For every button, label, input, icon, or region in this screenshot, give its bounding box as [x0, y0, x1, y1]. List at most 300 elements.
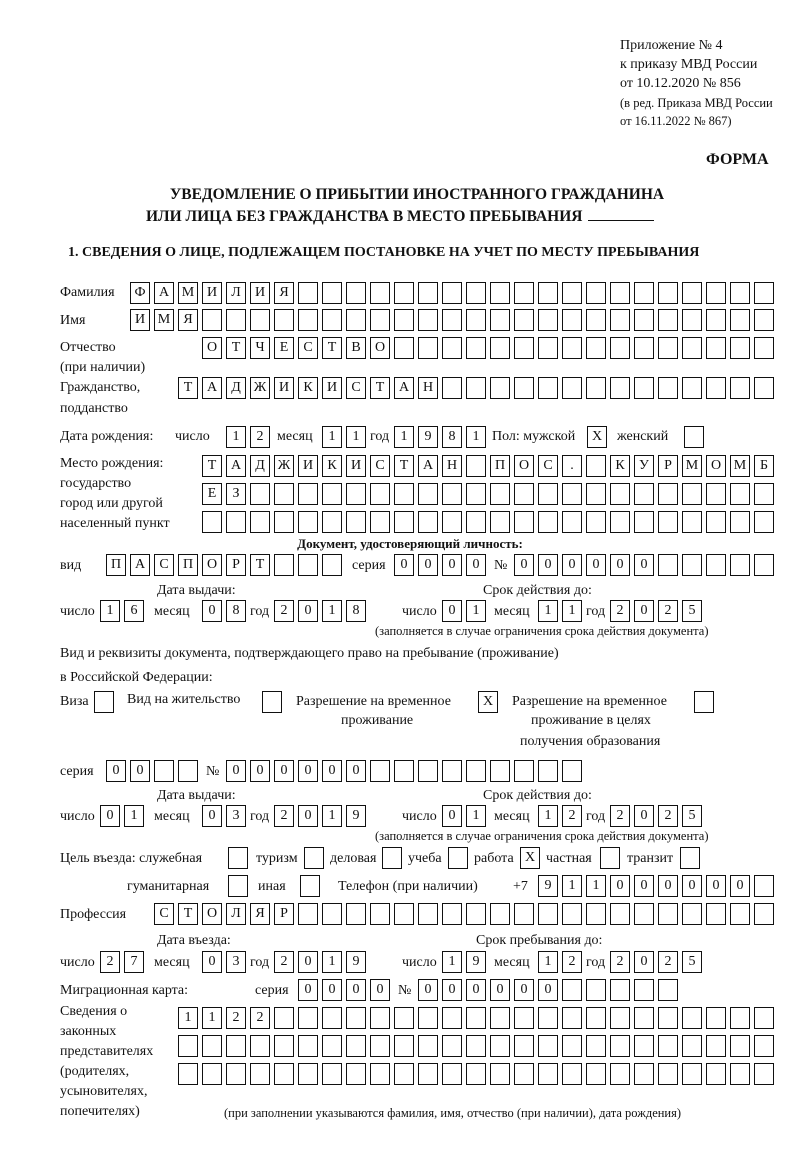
entry-month-field[interactable] [202, 951, 246, 973]
char-cell[interactable]: 0 [418, 554, 438, 576]
char-cell[interactable] [634, 309, 654, 331]
char-cell[interactable] [418, 337, 438, 359]
char-cell[interactable] [466, 760, 486, 782]
char-cell[interactable] [706, 309, 726, 331]
char-cell[interactable] [178, 1035, 198, 1057]
char-cell[interactable] [754, 1035, 774, 1057]
char-cell[interactable] [706, 1007, 726, 1029]
char-cell[interactable]: 0 [514, 554, 534, 576]
char-cell[interactable]: . [562, 455, 582, 477]
char-cell[interactable]: 0 [466, 554, 486, 576]
char-cell[interactable] [538, 483, 558, 505]
char-cell[interactable] [394, 1007, 414, 1029]
char-cell[interactable] [370, 282, 390, 304]
char-cell[interactable] [562, 903, 582, 925]
char-cell[interactable] [514, 1007, 534, 1029]
char-cell[interactable]: Т [370, 377, 390, 399]
char-cell[interactable]: К [322, 455, 342, 477]
char-cell[interactable]: 0 [298, 600, 318, 622]
char-cell[interactable]: 0 [106, 760, 126, 782]
char-cell[interactable] [610, 337, 630, 359]
char-cell[interactable]: 3 [226, 951, 246, 973]
char-cell[interactable]: 5 [682, 600, 702, 622]
char-cell[interactable]: 1 [394, 426, 414, 448]
char-cell[interactable]: 0 [202, 805, 222, 827]
char-cell[interactable] [202, 1063, 222, 1085]
char-cell[interactable]: О [202, 554, 222, 576]
char-cell[interactable]: И [130, 309, 150, 331]
char-cell[interactable] [538, 377, 558, 399]
char-cell[interactable] [514, 760, 534, 782]
char-cell[interactable]: Я [178, 309, 198, 331]
char-cell[interactable] [322, 1007, 342, 1029]
char-cell[interactable]: 0 [634, 600, 654, 622]
char-cell[interactable]: Д [226, 377, 246, 399]
birth-day-field[interactable] [226, 426, 270, 448]
char-cell[interactable] [298, 903, 318, 925]
char-cell[interactable]: Ж [250, 377, 270, 399]
char-cell[interactable] [418, 903, 438, 925]
id-valid-day-field[interactable] [442, 600, 486, 622]
char-cell[interactable]: И [298, 455, 318, 477]
char-cell[interactable] [754, 1063, 774, 1085]
char-cell[interactable] [346, 483, 366, 505]
char-cell[interactable]: А [202, 377, 222, 399]
char-cell[interactable] [754, 282, 774, 304]
patronymic-field[interactable] [202, 337, 774, 359]
char-cell[interactable]: И [346, 455, 366, 477]
char-cell[interactable] [586, 337, 606, 359]
reps-field-3[interactable] [178, 1063, 774, 1085]
char-cell[interactable]: 0 [706, 875, 726, 897]
char-cell[interactable] [250, 1035, 270, 1057]
char-cell[interactable] [586, 455, 606, 477]
visa-checkbox[interactable] [94, 691, 114, 713]
char-cell[interactable] [634, 337, 654, 359]
char-cell[interactable] [658, 309, 678, 331]
residence-checkbox[interactable] [262, 691, 282, 713]
char-cell[interactable] [538, 1035, 558, 1057]
char-cell[interactable]: 9 [346, 951, 366, 973]
char-cell[interactable] [730, 511, 750, 533]
char-cell[interactable] [490, 511, 510, 533]
char-cell[interactable]: 1 [442, 951, 462, 973]
char-cell[interactable]: И [322, 377, 342, 399]
char-cell[interactable] [610, 377, 630, 399]
reps-field-2[interactable] [178, 1035, 774, 1057]
char-cell[interactable]: 1 [322, 805, 342, 827]
char-cell[interactable] [682, 377, 702, 399]
char-cell[interactable] [634, 511, 654, 533]
char-cell[interactable]: 0 [346, 760, 366, 782]
char-cell[interactable] [706, 554, 726, 576]
char-cell[interactable] [442, 282, 462, 304]
char-cell[interactable]: 0 [682, 875, 702, 897]
char-cell[interactable] [586, 309, 606, 331]
char-cell[interactable] [684, 426, 704, 448]
char-cell[interactable]: 2 [610, 951, 630, 973]
char-cell[interactable] [346, 1063, 366, 1085]
char-cell[interactable] [274, 309, 294, 331]
char-cell[interactable] [94, 691, 114, 713]
char-cell[interactable]: 9 [538, 875, 558, 897]
stay-valid-day-field[interactable] [442, 805, 486, 827]
char-cell[interactable] [322, 309, 342, 331]
char-cell[interactable]: 0 [370, 979, 390, 1001]
char-cell[interactable] [586, 377, 606, 399]
char-cell[interactable] [322, 1063, 342, 1085]
char-cell[interactable]: 1 [466, 805, 486, 827]
char-cell[interactable] [682, 483, 702, 505]
char-cell[interactable] [228, 847, 248, 869]
char-cell[interactable]: 1 [124, 805, 144, 827]
char-cell[interactable] [370, 483, 390, 505]
reps-field-1[interactable] [178, 1007, 774, 1029]
char-cell[interactable] [538, 282, 558, 304]
char-cell[interactable]: 1 [322, 951, 342, 973]
char-cell[interactable] [562, 1007, 582, 1029]
char-cell[interactable]: Л [226, 903, 246, 925]
char-cell[interactable] [394, 282, 414, 304]
char-cell[interactable] [322, 1035, 342, 1057]
char-cell[interactable] [538, 903, 558, 925]
char-cell[interactable] [538, 337, 558, 359]
sex-male-checkbox[interactable] [587, 426, 607, 448]
char-cell[interactable] [682, 903, 702, 925]
char-cell[interactable]: Т [394, 455, 414, 477]
char-cell[interactable]: Т [178, 377, 198, 399]
char-cell[interactable] [730, 903, 750, 925]
char-cell[interactable]: П [490, 455, 510, 477]
char-cell[interactable] [274, 1035, 294, 1057]
char-cell[interactable] [226, 1063, 246, 1085]
char-cell[interactable] [730, 377, 750, 399]
char-cell[interactable] [394, 511, 414, 533]
char-cell[interactable]: 1 [226, 426, 246, 448]
char-cell[interactable]: 1 [466, 426, 486, 448]
char-cell[interactable]: Т [250, 554, 270, 576]
char-cell[interactable] [298, 282, 318, 304]
char-cell[interactable]: Н [442, 455, 462, 477]
char-cell[interactable]: 2 [274, 600, 294, 622]
char-cell[interactable] [706, 377, 726, 399]
char-cell[interactable] [610, 1035, 630, 1057]
char-cell[interactable] [682, 554, 702, 576]
char-cell[interactable] [514, 309, 534, 331]
char-cell[interactable] [154, 760, 174, 782]
char-cell[interactable]: 0 [394, 554, 414, 576]
char-cell[interactable] [754, 309, 774, 331]
char-cell[interactable] [682, 282, 702, 304]
char-cell[interactable] [466, 1063, 486, 1085]
char-cell[interactable] [298, 511, 318, 533]
char-cell[interactable] [370, 511, 390, 533]
stay-series-field[interactable] [106, 760, 198, 782]
char-cell[interactable] [634, 903, 654, 925]
char-cell[interactable]: Т [202, 455, 222, 477]
char-cell[interactable]: 5 [682, 805, 702, 827]
char-cell[interactable] [586, 1007, 606, 1029]
char-cell[interactable]: 0 [250, 760, 270, 782]
char-cell[interactable]: 1 [538, 600, 558, 622]
char-cell[interactable] [658, 1007, 678, 1029]
char-cell[interactable]: 1 [346, 426, 366, 448]
char-cell[interactable] [394, 903, 414, 925]
char-cell[interactable]: И [274, 377, 294, 399]
char-cell[interactable] [298, 554, 318, 576]
char-cell[interactable] [658, 282, 678, 304]
char-cell[interactable] [262, 691, 282, 713]
char-cell[interactable] [394, 760, 414, 782]
char-cell[interactable] [610, 979, 630, 1001]
char-cell[interactable]: 0 [586, 554, 606, 576]
char-cell[interactable] [202, 1035, 222, 1057]
char-cell[interactable] [394, 309, 414, 331]
char-cell[interactable]: К [298, 377, 318, 399]
char-cell[interactable] [370, 1063, 390, 1085]
char-cell[interactable] [490, 1035, 510, 1057]
char-cell[interactable]: Е [274, 337, 294, 359]
birth-year-field[interactable] [394, 426, 486, 448]
char-cell[interactable]: Т [226, 337, 246, 359]
char-cell[interactable] [298, 1035, 318, 1057]
char-cell[interactable]: Т [322, 337, 342, 359]
purpose-private-checkbox[interactable] [600, 847, 620, 869]
char-cell[interactable]: 0 [658, 875, 678, 897]
stay-issue-month-field[interactable] [202, 805, 246, 827]
char-cell[interactable] [680, 847, 700, 869]
char-cell[interactable] [322, 903, 342, 925]
surname-field[interactable] [130, 282, 774, 304]
char-cell[interactable] [304, 847, 324, 869]
char-cell[interactable]: 2 [610, 805, 630, 827]
char-cell[interactable]: 0 [634, 805, 654, 827]
char-cell[interactable] [706, 903, 726, 925]
char-cell[interactable] [754, 337, 774, 359]
char-cell[interactable]: 0 [538, 554, 558, 576]
birthplace-field-2[interactable] [202, 483, 774, 505]
char-cell[interactable] [442, 511, 462, 533]
char-cell[interactable] [706, 483, 726, 505]
char-cell[interactable] [658, 1035, 678, 1057]
char-cell[interactable] [730, 1007, 750, 1029]
char-cell[interactable] [442, 1035, 462, 1057]
char-cell[interactable] [538, 1063, 558, 1085]
purpose-service-checkbox[interactable] [228, 847, 248, 869]
char-cell[interactable] [658, 337, 678, 359]
char-cell[interactable] [634, 979, 654, 1001]
char-cell[interactable] [634, 1063, 654, 1085]
char-cell[interactable] [418, 1007, 438, 1029]
char-cell[interactable] [274, 554, 294, 576]
id-valid-month-field[interactable] [538, 600, 582, 622]
char-cell[interactable]: М [730, 455, 750, 477]
char-cell[interactable]: 0 [202, 600, 222, 622]
char-cell[interactable] [394, 337, 414, 359]
char-cell[interactable] [538, 511, 558, 533]
char-cell[interactable] [250, 511, 270, 533]
char-cell[interactable] [562, 979, 582, 1001]
stay-valid-year-field[interactable] [610, 805, 702, 827]
char-cell[interactable]: X [478, 691, 498, 713]
char-cell[interactable] [490, 903, 510, 925]
char-cell[interactable] [466, 337, 486, 359]
char-cell[interactable] [346, 309, 366, 331]
char-cell[interactable] [538, 760, 558, 782]
char-cell[interactable] [634, 1035, 654, 1057]
char-cell[interactable]: 0 [610, 554, 630, 576]
char-cell[interactable] [346, 511, 366, 533]
char-cell[interactable]: 0 [634, 554, 654, 576]
char-cell[interactable] [250, 483, 270, 505]
purpose-other-checkbox[interactable] [300, 875, 320, 897]
char-cell[interactable] [562, 309, 582, 331]
mc-series-field[interactable] [298, 979, 390, 1001]
char-cell[interactable] [694, 691, 714, 713]
id-issue-year-field[interactable] [274, 600, 366, 622]
char-cell[interactable] [634, 282, 654, 304]
char-cell[interactable] [562, 483, 582, 505]
char-cell[interactable]: Я [250, 903, 270, 925]
char-cell[interactable]: 0 [442, 805, 462, 827]
char-cell[interactable] [754, 511, 774, 533]
purpose-business-checkbox[interactable] [382, 847, 402, 869]
char-cell[interactable]: С [538, 455, 558, 477]
char-cell[interactable] [706, 511, 726, 533]
char-cell[interactable] [490, 483, 510, 505]
char-cell[interactable] [682, 511, 702, 533]
char-cell[interactable]: С [370, 455, 390, 477]
char-cell[interactable] [586, 1035, 606, 1057]
char-cell[interactable] [610, 309, 630, 331]
char-cell[interactable]: 0 [274, 760, 294, 782]
char-cell[interactable] [466, 309, 486, 331]
char-cell[interactable] [418, 282, 438, 304]
birthplace-field-3[interactable] [202, 511, 774, 533]
char-cell[interactable]: О [706, 455, 726, 477]
char-cell[interactable] [442, 377, 462, 399]
char-cell[interactable] [226, 309, 246, 331]
stay-month-field[interactable] [538, 951, 582, 973]
char-cell[interactable]: А [418, 455, 438, 477]
char-cell[interactable] [514, 377, 534, 399]
char-cell[interactable]: 2 [250, 1007, 270, 1029]
char-cell[interactable] [346, 903, 366, 925]
char-cell[interactable] [562, 282, 582, 304]
char-cell[interactable] [370, 1035, 390, 1057]
char-cell[interactable]: 2 [250, 426, 270, 448]
char-cell[interactable]: 2 [562, 805, 582, 827]
char-cell[interactable] [178, 1063, 198, 1085]
char-cell[interactable]: 1 [586, 875, 606, 897]
char-cell[interactable]: 2 [562, 951, 582, 973]
purpose-work-checkbox[interactable] [520, 847, 540, 869]
char-cell[interactable]: А [154, 282, 174, 304]
char-cell[interactable]: О [370, 337, 390, 359]
char-cell[interactable] [322, 554, 342, 576]
char-cell[interactable]: Т [178, 903, 198, 925]
char-cell[interactable]: 0 [466, 979, 486, 1001]
char-cell[interactable]: 1 [178, 1007, 198, 1029]
phone-field[interactable] [538, 875, 774, 897]
char-cell[interactable]: 9 [466, 951, 486, 973]
char-cell[interactable] [466, 903, 486, 925]
char-cell[interactable] [466, 1035, 486, 1057]
char-cell[interactable] [562, 511, 582, 533]
char-cell[interactable] [706, 337, 726, 359]
stay-day-field[interactable] [442, 951, 486, 973]
char-cell[interactable] [562, 1035, 582, 1057]
id-number-field[interactable] [514, 554, 774, 576]
char-cell[interactable] [754, 1007, 774, 1029]
char-cell[interactable]: 0 [130, 760, 150, 782]
id-valid-year-field[interactable] [610, 600, 702, 622]
char-cell[interactable]: 0 [322, 760, 342, 782]
char-cell[interactable] [706, 1063, 726, 1085]
char-cell[interactable]: М [178, 282, 198, 304]
char-cell[interactable] [658, 1063, 678, 1085]
char-cell[interactable] [514, 903, 534, 925]
char-cell[interactable]: 6 [124, 600, 144, 622]
char-cell[interactable]: П [106, 554, 126, 576]
char-cell[interactable] [706, 1035, 726, 1057]
char-cell[interactable] [274, 1063, 294, 1085]
entry-day-field[interactable] [100, 951, 144, 973]
char-cell[interactable]: 0 [298, 979, 318, 1001]
char-cell[interactable]: У [634, 455, 654, 477]
char-cell[interactable] [586, 1063, 606, 1085]
char-cell[interactable] [658, 511, 678, 533]
char-cell[interactable] [466, 282, 486, 304]
trp-edu-checkbox[interactable] [694, 691, 714, 713]
birth-month-field[interactable] [322, 426, 366, 448]
char-cell[interactable]: И [250, 282, 270, 304]
char-cell[interactable]: Р [658, 455, 678, 477]
char-cell[interactable] [442, 337, 462, 359]
char-cell[interactable] [658, 554, 678, 576]
char-cell[interactable] [448, 847, 468, 869]
char-cell[interactable] [706, 282, 726, 304]
birthplace-field-1[interactable] [202, 455, 774, 477]
char-cell[interactable] [418, 760, 438, 782]
char-cell[interactable] [682, 1035, 702, 1057]
char-cell[interactable] [370, 760, 390, 782]
char-cell[interactable]: 0 [100, 805, 120, 827]
char-cell[interactable]: 0 [490, 979, 510, 1001]
char-cell[interactable] [442, 903, 462, 925]
char-cell[interactable]: Ф [130, 282, 150, 304]
purpose-study-checkbox[interactable] [448, 847, 468, 869]
mc-number-field[interactable] [418, 979, 678, 1001]
char-cell[interactable]: 1 [100, 600, 120, 622]
char-cell[interactable]: А [226, 455, 246, 477]
char-cell[interactable] [754, 875, 774, 897]
char-cell[interactable] [274, 1007, 294, 1029]
char-cell[interactable] [394, 1063, 414, 1085]
char-cell[interactable]: 2 [100, 951, 120, 973]
purpose-humanitarian-checkbox[interactable] [228, 875, 248, 897]
char-cell[interactable] [466, 377, 486, 399]
char-cell[interactable] [226, 1035, 246, 1057]
char-cell[interactable]: 0 [298, 805, 318, 827]
char-cell[interactable] [754, 903, 774, 925]
char-cell[interactable] [490, 760, 510, 782]
char-cell[interactable]: О [202, 903, 222, 925]
char-cell[interactable]: 1 [562, 600, 582, 622]
char-cell[interactable]: 2 [658, 600, 678, 622]
char-cell[interactable] [418, 511, 438, 533]
char-cell[interactable] [586, 282, 606, 304]
